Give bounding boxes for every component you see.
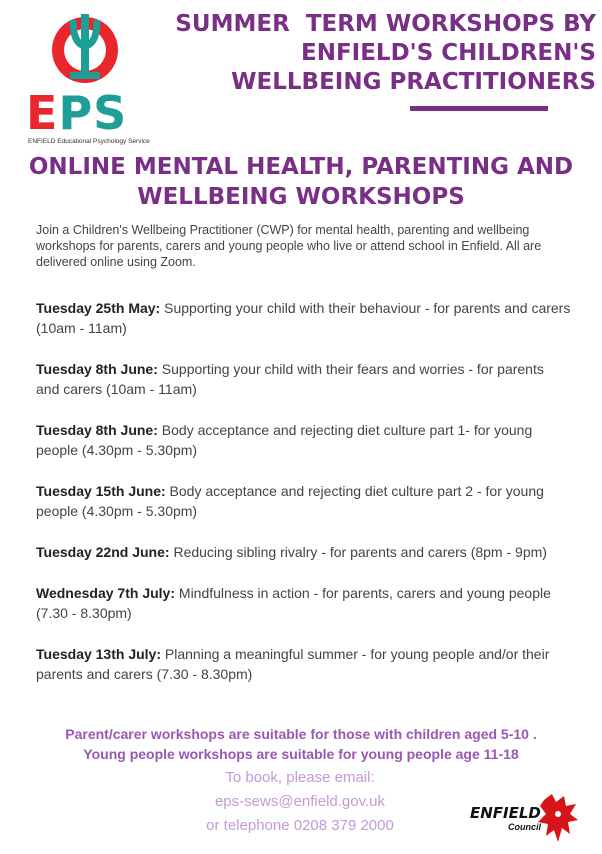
session-description: Body acceptance and rejecting diet culture part 1- for young people (4.30pm - 5.30pm) bbox=[36, 422, 533, 458]
enfield-council-logo bbox=[470, 790, 582, 846]
logo-caption: ENFIELD Educational Psychology Service bbox=[28, 138, 150, 145]
council-name: ENFIELD bbox=[470, 804, 541, 822]
intro-paragraph: Join a Children's Wellbeing Practitioner (CWP) for mental health, parenting and wellbeing workshops for parents, carers and young people who live or attend school in Enfield. All are delivered online using Zoom. bbox=[36, 223, 542, 269]
parent-age-note: Parent/carer workshops are suitable for those with children aged 5-10 . bbox=[65, 726, 537, 742]
session-item bbox=[36, 481, 571, 521]
title-line-1: SUMMER TERM WORKSHOPS BY bbox=[175, 11, 596, 37]
session-item bbox=[36, 420, 571, 460]
booking-contact bbox=[150, 766, 450, 838]
age-suitability-note bbox=[10, 724, 592, 764]
title-underline bbox=[410, 106, 548, 111]
booking-email-link[interactable]: eps-sews@enfield.gov.uk bbox=[214, 793, 386, 810]
booking-phone: or telephone 0208 379 2000 bbox=[206, 817, 394, 834]
session-item bbox=[36, 298, 571, 338]
session-item bbox=[36, 644, 571, 684]
page-subtitle bbox=[10, 152, 592, 212]
session-item bbox=[36, 359, 571, 399]
session-date: Tuesday 15th June: bbox=[36, 483, 166, 499]
session-date: Wednesday 7th July: bbox=[36, 585, 176, 601]
booking-prompt: To book, please email: bbox=[225, 769, 375, 786]
session-date: Tuesday 22nd June: bbox=[36, 544, 170, 560]
session-description: Mindfulness in action - for parents, carers and young people (7.30 - 8.30pm) bbox=[36, 585, 551, 621]
logo-letter-e: E bbox=[26, 86, 59, 140]
session-item bbox=[36, 542, 571, 562]
session-list bbox=[36, 298, 571, 705]
session-date: Tuesday 8th June: bbox=[36, 361, 158, 377]
title-line-3: WELLBEING PRACTITIONERS bbox=[231, 69, 596, 95]
session-description: Reducing sibling rivalry - for parents and carers (8pm - 9pm) bbox=[169, 544, 547, 560]
psi-symbol-icon bbox=[40, 10, 130, 90]
young-people-age-note: Young people workshops are suitable for young people age 11-18 bbox=[83, 746, 519, 762]
session-item bbox=[36, 583, 571, 623]
session-date: Tuesday 8th June: bbox=[36, 422, 158, 438]
session-description: Body acceptance and rejecting diet culture part 2 - for young people (4.30pm - 5.30pm) bbox=[36, 483, 544, 519]
page-title bbox=[130, 10, 596, 97]
session-description: Supporting your child with their fears and worries - for parents and carers (10am - 11am) bbox=[36, 361, 544, 397]
session-date: Tuesday 13th July: bbox=[36, 646, 162, 662]
session-date: Tuesday 25th May: bbox=[36, 300, 161, 316]
red-dragon-icon bbox=[536, 792, 580, 844]
eps-wordmark bbox=[26, 86, 128, 140]
council-label: Council bbox=[508, 822, 541, 832]
session-description: Planning a meaningful summer - for young people and/or their parents and carers (7.30 - 8.30pm) bbox=[36, 646, 550, 682]
title-line-2: ENFIELD'S CHILDREN'S bbox=[300, 40, 596, 66]
logo-letters-ps: PS bbox=[58, 86, 128, 140]
session-description: Supporting your child with their behaviour - for parents and carers (10am - 11am) bbox=[36, 300, 571, 336]
subtitle-line-1: ONLINE MENTAL HEALTH, PARENTING AND bbox=[28, 154, 574, 180]
subtitle-line-2: WELLBEING WORKSHOPS bbox=[137, 184, 465, 210]
